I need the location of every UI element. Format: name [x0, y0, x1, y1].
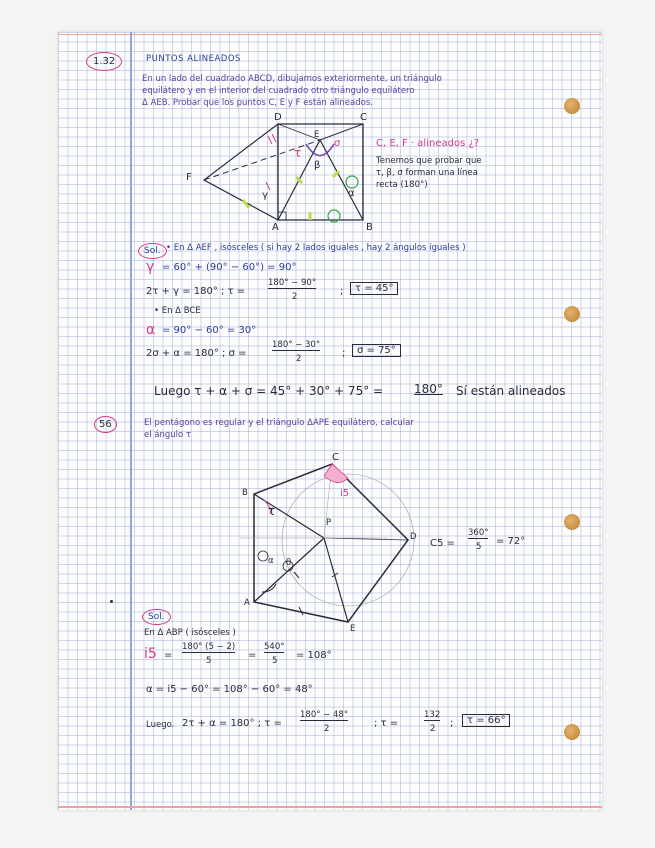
- label-tau: τ: [268, 504, 276, 518]
- fraction-numerator: 360°: [468, 528, 489, 538]
- fraction-denominator: 2: [292, 292, 298, 302]
- fraction-numerator: 540°: [264, 642, 285, 652]
- segment-ap: [254, 538, 324, 602]
- problem-number-badge: 1.32: [86, 52, 122, 71]
- fraction-numerator: 180° − 48°: [300, 710, 349, 720]
- note-text: recta (180°): [376, 180, 428, 190]
- label-theta: θ: [286, 558, 292, 568]
- solution-line: 2σ + α = 180° ; σ =: [146, 348, 247, 359]
- label-i5: i5: [340, 488, 350, 499]
- fraction-numerator: 180° − 90°: [268, 278, 317, 288]
- label-tau: τ: [294, 146, 302, 160]
- tick-mark: [294, 572, 299, 578]
- label-alpha: α: [268, 556, 274, 566]
- label-a: A: [272, 222, 279, 233]
- solution-prefix: Luego.: [146, 720, 175, 730]
- notebook-page: [58, 32, 602, 810]
- solution-line: • En Δ BCE: [154, 306, 201, 316]
- note-text: Tenemos que probar que: [376, 156, 482, 166]
- fraction-denominator: 2: [324, 724, 330, 734]
- semicolon: ;: [342, 348, 346, 359]
- solution-line: En Δ ABP ( isósceles ): [144, 628, 236, 638]
- result-box: τ = 66°: [462, 714, 510, 727]
- solution-line: = 90° − 60° = 30°: [162, 325, 257, 336]
- alpha-symbol: α: [146, 322, 156, 338]
- fraction-numerator: 132: [424, 710, 441, 720]
- label-c: C: [360, 112, 367, 123]
- conclusion-tail: Sí están alineados: [456, 384, 566, 398]
- result-box: σ = 75°: [352, 344, 401, 357]
- label-e: E: [350, 624, 356, 634]
- label-d: D: [410, 532, 417, 542]
- label-e: E: [314, 130, 320, 140]
- problem-title: PUNTOS ALINEADOS: [146, 54, 241, 64]
- label-p: P: [326, 518, 332, 528]
- segment-pe: [324, 538, 348, 622]
- problem-number-badge: 56: [94, 416, 117, 433]
- label-c: C: [332, 452, 339, 463]
- label-beta: β: [314, 160, 321, 171]
- statement-line: El pentágono es regular y el triángulo ΔAPE equilátero, calcular: [144, 418, 414, 428]
- semicolon: ;: [450, 718, 454, 729]
- statement-line: En un lado del cuadrado ABCD, dibujamos exteriormente, un triángulo: [142, 74, 442, 84]
- label-sigma: σ: [334, 138, 341, 149]
- fraction-denominator: 2: [296, 354, 302, 364]
- fraction-denominator: 2: [430, 724, 436, 734]
- angle-hatch-c: [324, 464, 348, 483]
- label-b: B: [242, 488, 248, 498]
- bottom-margin-line: [58, 806, 602, 808]
- fraction-denominator: 5: [272, 656, 278, 666]
- statement-line: el ángulo τ: [144, 430, 192, 440]
- conclusion-line: Luego τ + α + σ = 45° + 30° + 75° =: [154, 384, 384, 398]
- result-value: = 108°: [296, 650, 332, 661]
- result-box: τ = 45°: [350, 282, 398, 295]
- fraction-numerator: 180° − 30°: [272, 340, 321, 350]
- fraction-denominator: 5: [476, 542, 482, 552]
- solution-line: α = i5 − 60° = 108° − 60° = 48°: [146, 684, 313, 695]
- i5-symbol: i5: [144, 646, 157, 662]
- fraction-denominator: 5: [206, 656, 212, 666]
- label-alpha: α: [348, 188, 355, 199]
- solution-line: ; τ =: [374, 718, 399, 729]
- statement-line: Δ AEB. Probar que los puntos C, E y F están alineados.: [142, 98, 373, 108]
- segment-pd: [324, 538, 408, 540]
- equals-sign: =: [164, 650, 173, 661]
- binder-hole: [564, 724, 580, 740]
- central-angle-result: = 72°: [496, 536, 526, 547]
- pentagon: [254, 464, 408, 622]
- solution-tag: Sol.: [138, 238, 167, 259]
- semicolon: ;: [340, 286, 344, 297]
- label-d: D: [274, 112, 282, 123]
- solution-line: = 60° + (90° − 60°) = 90°: [162, 262, 297, 273]
- angle-marker: [258, 551, 268, 561]
- note-text: τ, β, σ forman una línea: [376, 168, 478, 178]
- pentagon-figure: [58, 32, 602, 652]
- solution-line: • En Δ AEF , isósceles ( si hay 2 lados iguales , hay 2 ángulos iguales ): [166, 243, 466, 253]
- solution-tag: Sol.: [142, 604, 171, 625]
- conclusion-value: 180°: [414, 382, 443, 396]
- label-gamma: γ: [262, 190, 268, 201]
- label-f: F: [186, 172, 192, 183]
- fraction-numerator: 180° (5 − 2): [182, 642, 236, 652]
- label-b: B: [366, 222, 373, 233]
- stray-dot: [110, 600, 113, 603]
- statement-line: equilátero y en el interior del cuadrado otro triángulo equilátero: [142, 86, 415, 96]
- equals-sign: =: [248, 650, 257, 661]
- solution-line: 2τ + γ = 180° ; τ =: [146, 286, 246, 297]
- gamma-symbol: γ: [146, 259, 155, 275]
- central-angle-label: C5 =: [430, 538, 455, 549]
- solution-line: 2τ + α = 180° ; τ =: [182, 718, 282, 729]
- note-aligned: C, E, F · alineados ¿?: [376, 138, 480, 149]
- label-a: A: [244, 598, 250, 608]
